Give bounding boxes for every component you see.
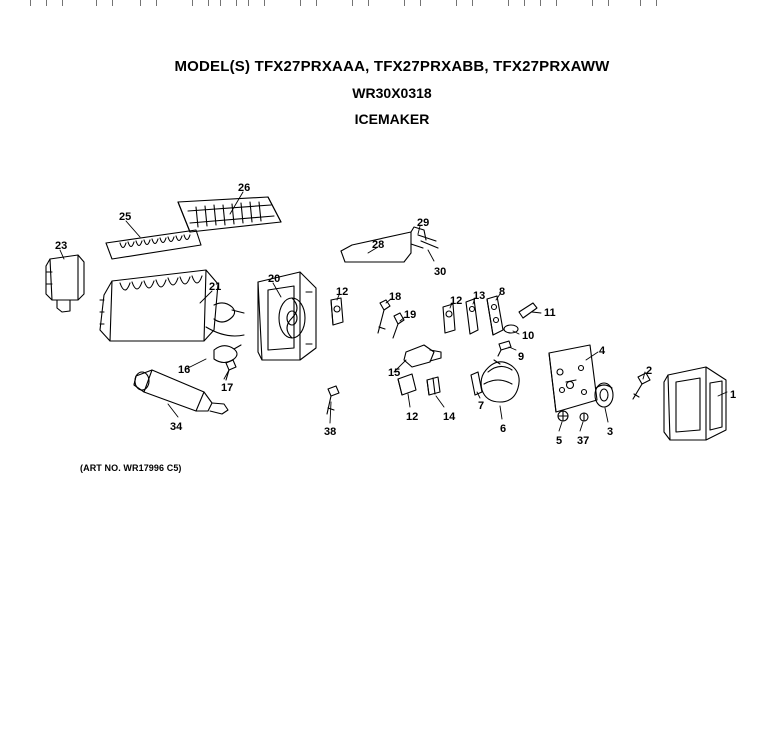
callout-number-13: 13	[473, 290, 486, 302]
part-25-stripper	[106, 230, 201, 259]
leader-25	[126, 221, 140, 237]
leader-34	[168, 404, 178, 417]
leader-37	[580, 422, 583, 431]
callout-number-5: 5	[556, 435, 563, 447]
callout-number-14: 14	[443, 411, 456, 423]
part-12-bracket-b	[443, 304, 455, 333]
callout-number-12: 12	[450, 295, 463, 307]
callout-number-30: 30	[434, 266, 447, 278]
callout-number-1: 1	[730, 389, 737, 401]
leader-5	[559, 422, 562, 431]
part-21-ice-mold	[100, 270, 244, 341]
part-8-terminal-block	[487, 296, 503, 335]
callout-number-8: 8	[499, 286, 506, 298]
part-19-pin	[393, 313, 404, 338]
part-4-control-board	[549, 345, 597, 412]
part-9-screw	[498, 341, 511, 356]
part-3-knob	[595, 383, 613, 407]
callout-number-34: 34	[170, 421, 183, 433]
leader-3	[605, 408, 608, 422]
part-14-nut	[427, 377, 440, 395]
leader-2	[643, 372, 645, 379]
part-23-module-housing	[46, 255, 84, 312]
part-7-bracket	[471, 372, 482, 395]
part-20-fan-housing	[258, 272, 316, 360]
part-number: WR30X0318	[352, 85, 432, 101]
callout-number-16: 16	[178, 364, 191, 376]
callout-number-3: 3	[607, 426, 614, 438]
callout-number-4: 4	[599, 345, 606, 357]
leader-38	[330, 402, 331, 423]
callout-number-20: 20	[268, 273, 281, 285]
part-10-washer	[504, 325, 518, 333]
leader-9	[509, 347, 516, 350]
part-13-contact	[466, 299, 478, 334]
part-12-bracket-c	[398, 374, 416, 395]
callout-number-21: 21	[209, 281, 222, 293]
model-title: MODEL(S) TFX27PRXAAA, TFX27PRXABB, TFX27PRXAWW	[174, 58, 610, 75]
callout-number-25: 25	[119, 211, 132, 223]
part-15-connector	[404, 345, 441, 367]
callout-number-12: 12	[406, 411, 419, 423]
art-number: (ART NO. WR17996 C5)	[80, 463, 182, 473]
leader-20	[273, 283, 281, 297]
callout-number-28: 28	[372, 239, 385, 251]
callout-number-23: 23	[55, 240, 68, 252]
callout-number-15: 15	[388, 367, 401, 379]
leader-14	[436, 396, 444, 407]
part-5-screw	[558, 411, 568, 421]
part-1-cover	[664, 367, 726, 440]
part-17-screw	[226, 360, 236, 380]
callout-number-26: 26	[238, 182, 251, 194]
part-34-shaft	[134, 370, 228, 414]
callout-number-10: 10	[522, 330, 535, 342]
callout-number-38: 38	[324, 426, 337, 438]
assembly-name: ICEMAKER	[354, 111, 430, 127]
callout-number-17: 17	[221, 382, 234, 394]
leader-30	[428, 250, 434, 261]
leader-12c	[408, 394, 410, 407]
part-38-screw	[327, 386, 339, 414]
callout-number-7: 7	[478, 400, 485, 412]
callout-number-37: 37	[577, 435, 590, 447]
part-12-bracket-a	[331, 298, 343, 325]
part-6-solenoid	[481, 360, 519, 402]
callout-number-19: 19	[404, 309, 417, 321]
part-28-fill-tube	[341, 227, 438, 262]
part-11-clip	[519, 303, 537, 318]
part-37-screw	[580, 413, 588, 421]
callout-number-11: 11	[544, 307, 556, 319]
callout-number-18: 18	[389, 291, 402, 303]
callout-number-6: 6	[500, 423, 507, 435]
part-18-screw	[378, 300, 390, 333]
callout-number-29: 29	[417, 217, 430, 229]
callout-number-2: 2	[646, 365, 653, 377]
callout-number-12: 12	[336, 286, 349, 298]
part-16-clip	[214, 345, 241, 363]
part-26-shelf-rail	[178, 197, 281, 232]
callout-number-9: 9	[518, 351, 525, 363]
leader-6	[500, 406, 502, 419]
leader-11	[532, 312, 541, 313]
